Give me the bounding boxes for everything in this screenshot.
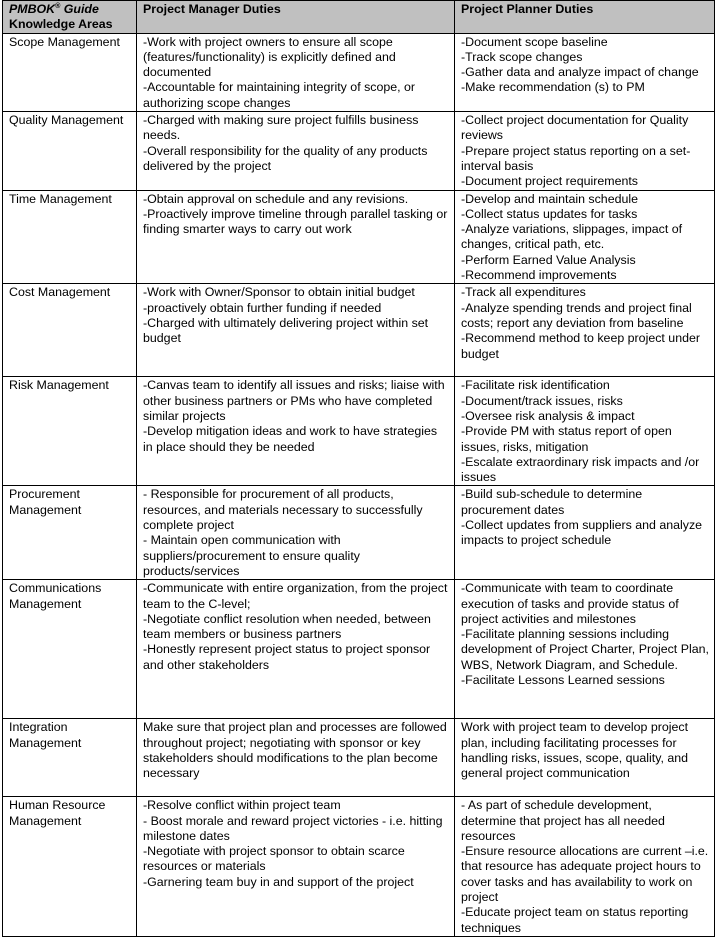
knowledge-area-cell: Communications Management — [3, 580, 137, 719]
manager-duty-item: -Proactively improve timeline through parallel tasking or finding smarter ways to carry out work — [143, 206, 448, 237]
knowledge-area-cell: Scope Management — [3, 33, 137, 111]
table-row — [3, 190, 715, 284]
knowledge-area-cell: Cost Management — [3, 284, 137, 377]
planner-duty-item: -Perform Earned Value Analysis — [461, 252, 636, 267]
manager-duty-item: -Negotiate with project sponsor to obtain scarce resources or materials — [143, 844, 405, 874]
planner-duty-item: -Educate project team on status reporting techniques — [461, 905, 689, 935]
planner-duties-cell — [455, 580, 715, 719]
table-row — [3, 580, 715, 719]
planner-duty-item: -Build sub-schedule to determine procurement dates — [461, 487, 643, 517]
planner-duty-item: -Facilitate risk identification — [461, 378, 610, 393]
header-guide: Guide — [60, 2, 99, 16]
manager-duty-item: -Accountable for maintaining integrity of scope, or authorizing scope changes — [143, 80, 416, 110]
planner-duty-item: -Make recommendation (s) to PM — [461, 80, 645, 95]
manager-duty-item: -Develop mitigation ideas and work to have strategies in place should they be needed — [143, 424, 438, 454]
header-pmbok: PMBOK — [9, 2, 56, 16]
header-planner-duties: Project Planner Duties — [455, 1, 715, 34]
manager-duty-item: - Boost morale and reward project victories - i.e. hitting milestone dates — [143, 813, 443, 843]
knowledge-area-cell: Quality Management — [3, 112, 137, 190]
table-row — [3, 33, 715, 111]
manager-duties-cell — [137, 284, 455, 377]
registered-mark: ® — [55, 3, 61, 10]
planner-duty-item: -Prepare project status reporting on a set-interval basis — [461, 143, 691, 173]
planner-duty-item: -Analyze spending trends and project final costs; report any deviation from baseline — [461, 300, 692, 330]
manager-duty-item: -Work with project owners to ensure all scope (features/functionality) is explicitly defined and documented — [143, 34, 396, 80]
knowledge-area-cell: Procurement Management — [3, 486, 137, 580]
planner-duty-item: -Document/track issues, risks — [461, 393, 623, 408]
manager-duties-cell — [137, 112, 455, 190]
manager-duties-cell — [137, 580, 455, 719]
manager-duty-item: -Negotiate conflict resolution when needed, between team members or business partners — [143, 611, 431, 642]
header-manager-duties: Project Manager Duties — [137, 1, 455, 34]
planner-duties-cell — [455, 377, 715, 486]
planner-duty-item: -Collect project documentation for Quality reviews — [461, 113, 689, 143]
planner-duties-cell — [455, 797, 715, 937]
planner-duty-item: -Develop and maintain schedule — [461, 191, 639, 206]
planner-duty-item: -Track all expenditures — [461, 285, 586, 300]
manager-duty-item: -Communicate with entire organization, from the project team to the C-level; — [143, 581, 448, 611]
planner-duty-item: -Provide PM with status report of open issues, risks, mitigation — [461, 424, 672, 454]
planner-duties-cell — [455, 112, 715, 190]
manager-duties-cell — [137, 719, 455, 797]
table-row — [3, 719, 715, 797]
planner-duty-item: Work with project team to develop project plan, including facilitating processes for handling risks, issues, scope, quality, and general project communication — [461, 720, 689, 781]
manager-duty-item: -Resolve conflict within project team — [143, 798, 341, 813]
manager-duties-cell — [137, 33, 455, 111]
manager-duties-cell — [137, 486, 455, 580]
planner-duty-item: -Gather data and analyze impact of change — [461, 65, 699, 80]
manager-duty-item: -Overall responsibility for the quality of any products delivered by the project — [143, 143, 428, 173]
manager-duty-item: -proactively obtain further funding if needed — [143, 300, 382, 315]
manager-duty-item: -Canvas team to identify all issues and risks; liaise with other business partners or PMs who have completed similar projects — [143, 378, 445, 423]
manager-duty-item: -Work with Owner/Sponsor to obtain initial budget — [143, 285, 415, 300]
manager-duty-item: -Charged with making sure project fulfills business needs. — [143, 113, 419, 143]
planner-duty-item: -Facilitate Lessons Learned sessions — [461, 672, 665, 687]
planner-duty-item: -Collect status updates for tasks — [461, 206, 638, 221]
manager-duties-cell — [137, 797, 455, 937]
planner-duty-item: -Communicate with team to coordinate execution of tasks and provide status of project activities and milestones — [461, 581, 679, 626]
knowledge-area-cell: Integration Management — [3, 719, 137, 797]
planner-duty-item: -Document project requirements — [461, 174, 638, 189]
planner-duty-item: -Escalate extraordinary risk impacts and /or issues — [461, 454, 700, 485]
manager-duty-item: -Charged with ultimately delivering project within set budget — [143, 315, 429, 346]
planner-duty-item: - As part of schedule development, determine that project has all needed resources — [461, 798, 665, 843]
manager-duty-item: Make sure that project plan and processes are followed throughout project; negotiating with sponsor or key stakeholders should modifications to the plan become necessary — [143, 720, 447, 781]
manager-duty-item: -Honestly represent project status to project sponsor and other stakeholders — [143, 642, 431, 672]
planner-duty-item: -Oversee risk analysis & impact — [461, 408, 635, 423]
manager-duty-item: - Maintain open communication with suppliers/procurement to ensure quality products/services — [143, 533, 360, 578]
planner-duty-item: -Track scope changes — [461, 49, 583, 64]
planner-duty-item: -Facilitate planning sessions including development of Project Charter, Project Plan, WBS, Network Diagram, and Schedule. — [461, 627, 709, 672]
planner-duties-cell — [455, 190, 715, 284]
header-knowledge-areas-label: Knowledge Areas — [9, 17, 113, 32]
header-knowledge-areas — [3, 1, 137, 34]
planner-duty-item: -Analyze variations, slippages, impact of changes, critical path, etc. — [461, 222, 683, 252]
table-row — [3, 284, 715, 377]
manager-duty-item: -Obtain approval on schedule and any revisions. — [143, 191, 409, 206]
planner-duty-item: -Recommend method to keep project under budget — [461, 331, 700, 361]
planner-duty-item: -Recommend improvements — [461, 268, 617, 283]
table-body — [3, 33, 715, 936]
header-row — [3, 1, 715, 34]
knowledge-area-cell: Risk Management — [3, 377, 137, 486]
planner-duty-item: -Collect updates from suppliers and analyze impacts to project schedule — [461, 518, 703, 548]
table-row — [3, 797, 715, 937]
manager-duty-item: - Responsible for procurement of all products, resources, and materials necessary to successfully complete project — [143, 487, 423, 533]
table-row — [3, 377, 715, 486]
manager-duty-item: -Garnering team buy in and support of the project — [143, 874, 414, 889]
table-row — [3, 112, 715, 190]
manager-duties-cell — [137, 377, 455, 486]
planner-duty-item: -Ensure resource allocations are current –i.e. that resource has adequate project hours to cover tasks and has availability to work on project — [461, 844, 709, 904]
planner-duties-cell — [455, 486, 715, 580]
planner-duties-cell — [455, 33, 715, 111]
knowledge-area-cell: Human Resource Management — [3, 797, 137, 937]
duties-table — [2, 0, 715, 937]
knowledge-area-cell: Time Management — [3, 190, 137, 284]
planner-duties-cell — [455, 284, 715, 377]
planner-duty-item: -Document scope baseline — [461, 34, 608, 49]
table-row — [3, 486, 715, 580]
planner-duties-cell — [455, 719, 715, 797]
manager-duties-cell — [137, 190, 455, 284]
